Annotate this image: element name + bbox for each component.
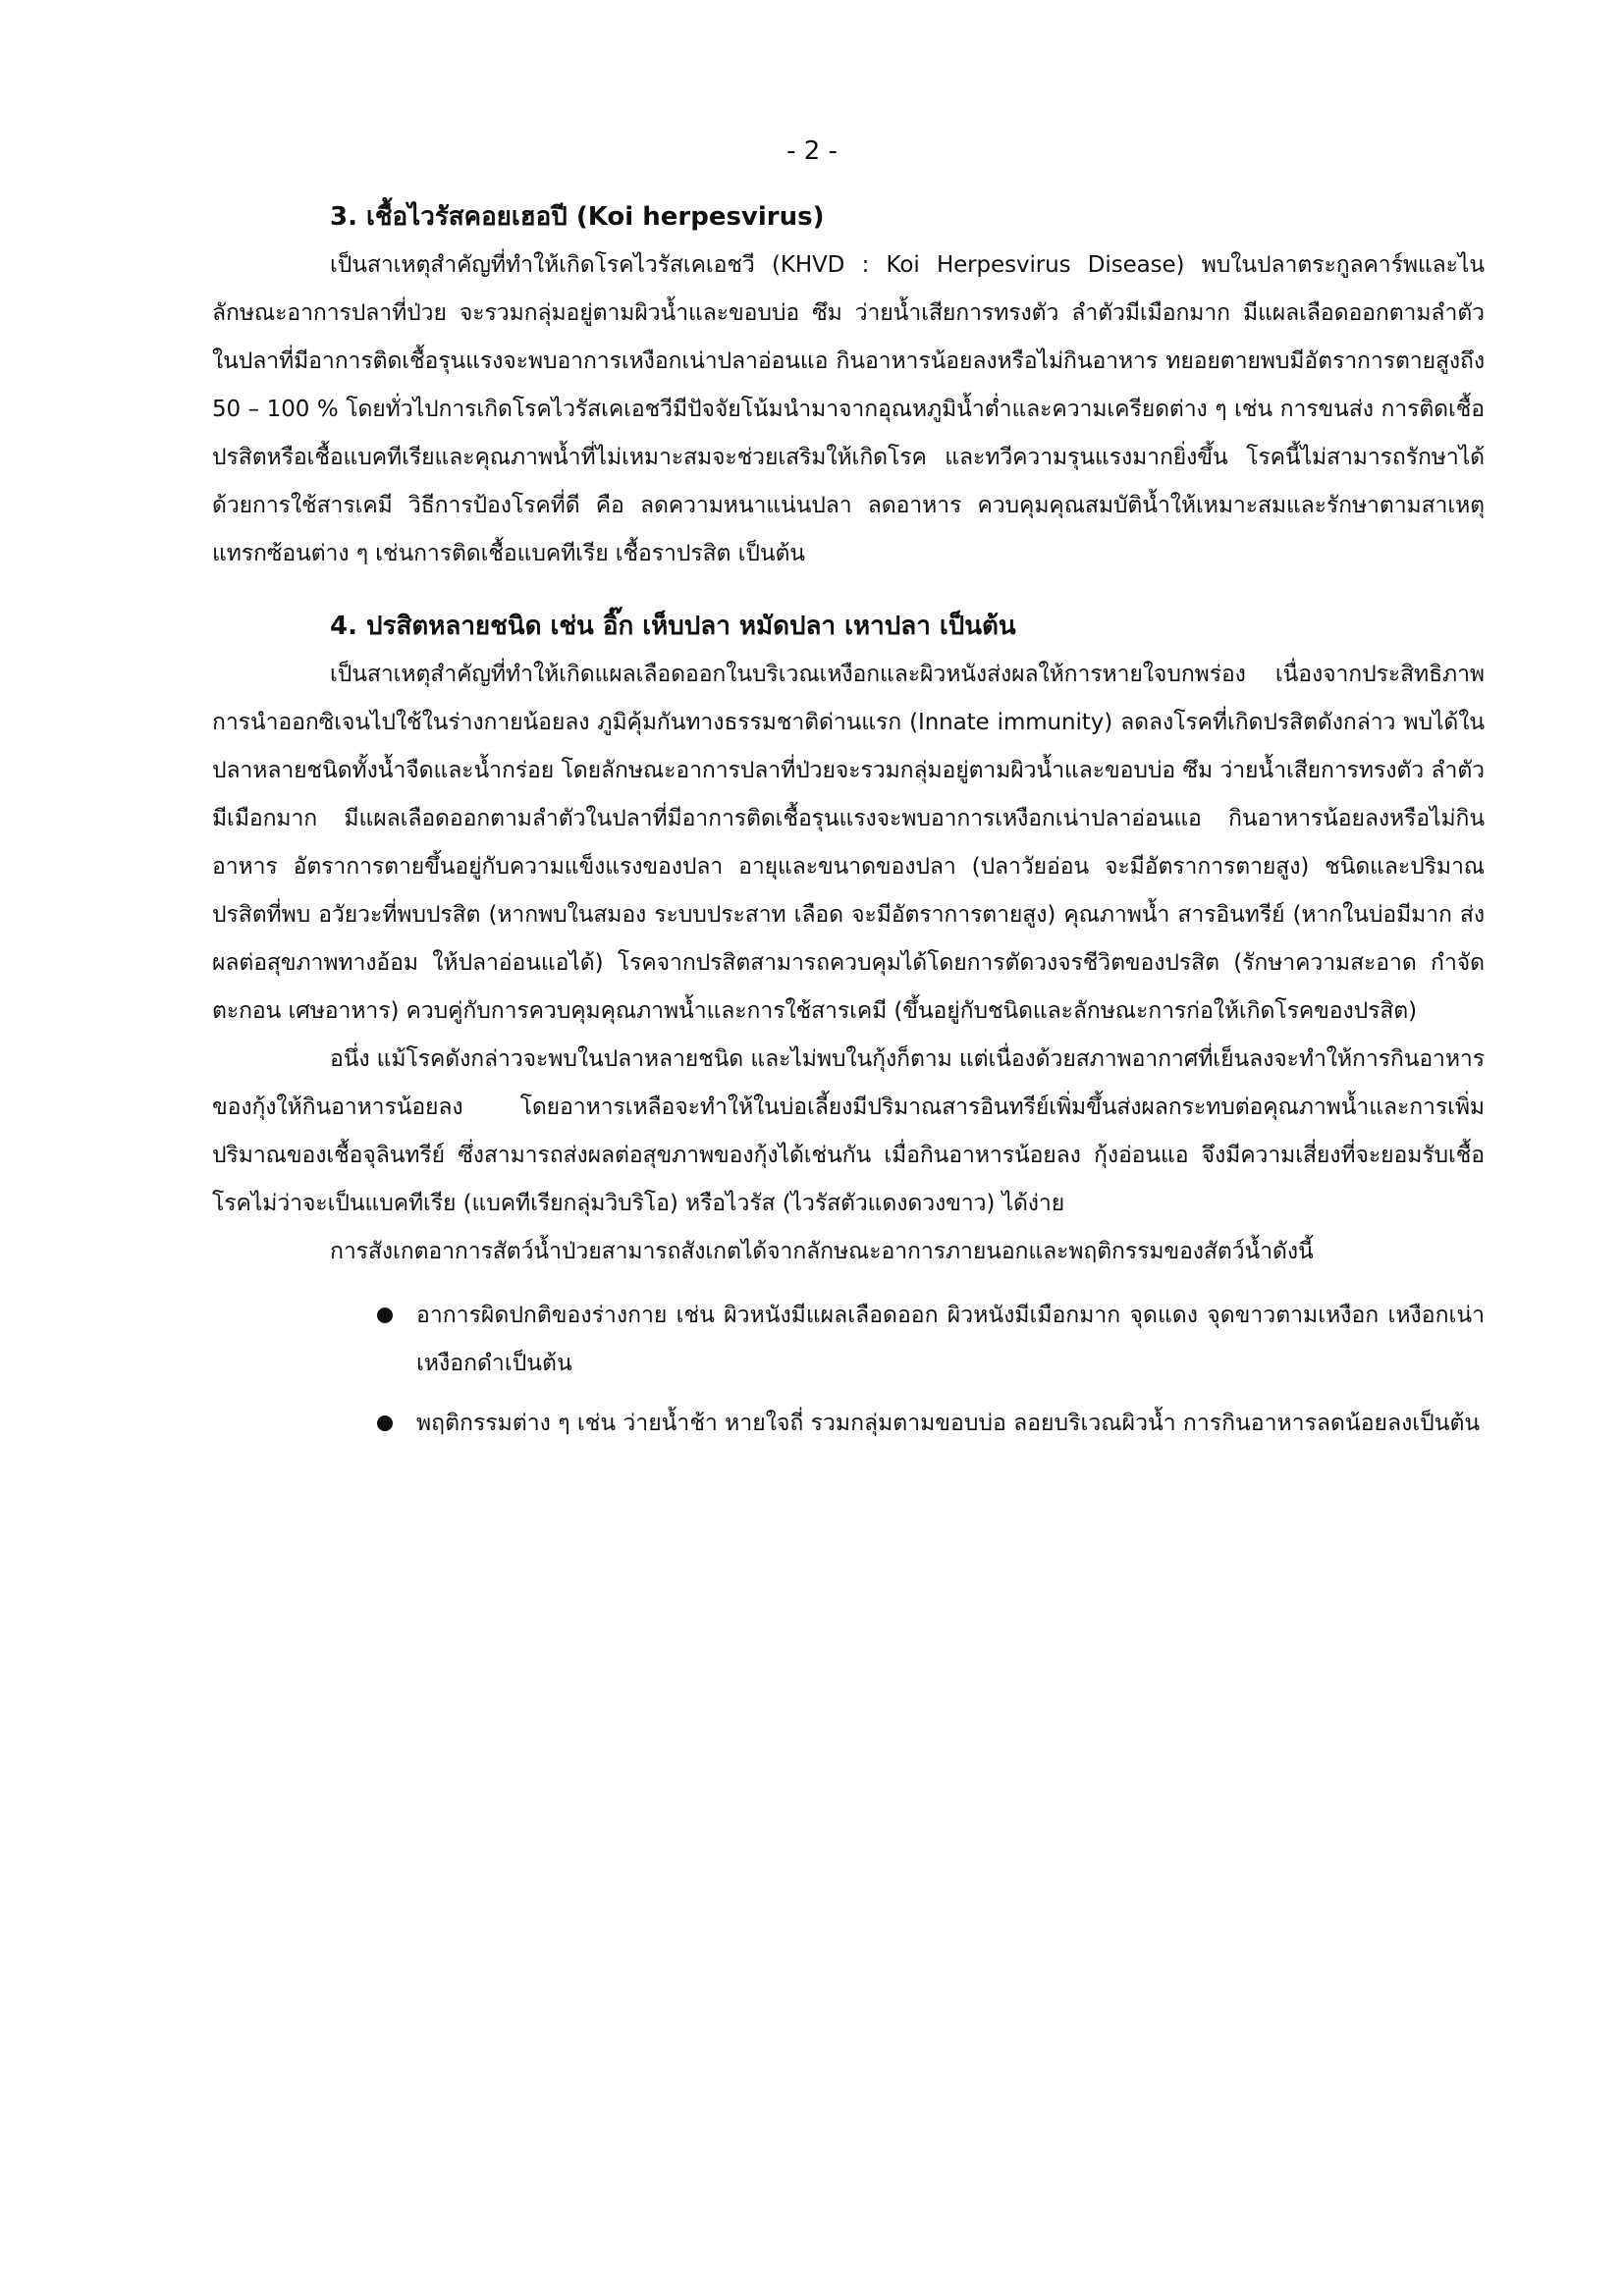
section-heading-koi-herpesvirus: 3. เชื้อไวรัสคอยเฮอปี (Koi herpesvirus): [330, 202, 825, 232]
paragraph-observation: การสังเกตอาการสัตว์น้ำป่วยสามารถสังเกตได้จากลักษณะอาการภายนอกและพฤติกรรมของสัตว์น้ำดังนี้: [330, 1239, 1314, 1264]
bullet-icon: [377, 1308, 393, 1323]
paragraph-parasites: เป็นสาเหตุสำคัญที่ทำให้เกิดแผลเลือดออกในบริเวณเหงือกและผิวหนังส่งผลให้การหายใจบกพร่อง เนื่องจากประสิทธิภาพการนำออกซิเจนไปใช้ในร่างกายน้อยลง ภูมิคุ้มกันทางธรรมชาติด่านแรก (Innate immunity) ลดลงโรคที่เกิดปรสิตดังกล่าว พบได้ในปลาหลายชนิดทั้งน้ำจืดและน้ำกร่อย โดยลักษณะอาการปลาที่ป่วยจะรวมกลุ่มอยู่ตามผิวน้ำและขอบบ่อ ซึม ว่ายน้ำเสียการทรงตัว ลำตัวมีเมือกมาก มีแผลเลือดออกตามลำตัวในปลาที่มีอาการติดเชื้อรุนแรงจะพบอาการเหงือกเน่าปลาอ่อนแอ กินอาหารน้อยลงหรือไม่กินอาหาร อัตราการตายขึ้นอยู่กับความแข็งแรงของปลา อายุและขนาดของปลา (ปลาวัยอ่อน จะมีอัตราการตายสูง) ชนิดและปริมาณปรสิตที่พบ อวัยวะที่พบปรสิต (หากพบในสมอง ระบบประสาท เลือด จะมีอัตราการตายสูง) คุณภาพน้ำ สารอินทรีย์ (หากในบ่อมีมาก ส่งผลต่อสุขภาพทางอ้อม ให้ปลาอ่อนแอได้) โรคจากปรสิตสามารถควบคุมได้โดยการตัดวงจรชีวิตของปรสิต (รักษาความสะอาด กำจัดตะกอน เศษอาหาร) ควบคู่กับการควบคุมคุณภาพน้ำและการใช้สารเคมี (ขึ้นอยู่กับชนิดและลักษณะการก่อให้เกิดโรคของปรสิต): [212, 662, 1485, 1024]
list-item: [375, 1400, 1485, 1448]
list-item: [375, 1292, 1485, 1388]
paragraph-koi-herpesvirus: เป็นสาเหตุสำคัญที่ทำให้เกิดโรคไวรัสเคเอชวี (KHVD : Koi Herpesvirus Disease) พบในปลาตระกูลคาร์พและไน ลักษณะอาการปลาที่ป่วย จะรวมกลุ่มอยู่ตามผิวน้ำและขอบบ่อ ซึม ว่ายน้ำเสียการทรงตัว ลำตัวมีเมือกมาก มีแผลเลือดออกตามลำตัว ในปลาที่มีอาการติดเชื้อรุนแรงจะพบอาการเหงือกเน่าปลาอ่อนแอ กินอาหารน้อยลงหรือไม่กินอาหาร ทยอยตายพบมีอัตราการตายสูงถึง 50 – 100 % โดยทั่วไปการเกิดโรคไวรัสเคเอชวีมีปัจจัยโน้มนำมาจากอุณหภูมิน้ำต่ำและความเครียดต่าง ๆ เช่น การขนส่ง การติดเชื้อปรสิตหรือเชื้อแบคทีเรียและคุณภาพน้ำที่ไม่เหมาะสมจะช่วยเสริมให้เกิดโรค และทวีความรุนแรงมากยิ่งขึ้น โรคนี้ไม่สามารถรักษาได้ด้วยการใช้สารเคมี วิธีการป้องโรคที่ดี คือ ลดความหนาแน่นปลา ลดอาหาร ควบคุมคุณสมบัติน้ำให้เหมาะสมและรักษาตามสาเหตุแทรกซ้อนต่าง ๆ เช่นการติดเชื้อแบคทีเรีย เชื้อราปรสิต เป็นต้น: [212, 252, 1485, 566]
paragraph-shrimp: อนึ่ง แม้โรคดังกล่าวจะพบในปลาหลายชนิด และไม่พบในกุ้งก็ตาม แต่เนื่องด้วยสภาพอากาศที่เย็นลงจะทำให้การกินอาหารของกุ้งให้กินอาหารน้อยลง โดยอาหารเหลือจะทำให้ในบ่อเลี้ยงมีปริมาณสารอินทรีย์เพิ่มขึ้นส่งผลกระทบต่อคุณภาพน้ำและการเพิ่มปริมาณของเชื้อจุลินทรีย์ ซึ่งสามารถส่งผลต่อสุขภาพของกุ้งได้เช่นกัน เมื่อกินอาหารน้อยลง กุ้งอ่อนแอ จึงมีความเสี่ยงที่จะยอมรับเชื้อโรคไม่ว่าจะเป็นแบคทีเรีย (แบคทีเรียกลุ่มวิบริโอ) หรือไวรัส (ไวรัสตัวแดงดวงขาว) ได้ง่าย: [212, 1046, 1485, 1216]
page-content: [212, 192, 1485, 1460]
symptom-list: [212, 1292, 1485, 1448]
bullet-icon: [377, 1415, 393, 1431]
page-number: - 2 -: [786, 136, 838, 166]
list-item-text: พฤติกรรมต่าง ๆ เช่น ว่ายน้ำช้า หายใจถี่ รวมกลุ่มตามขอบบ่อ ลอยบริเวณผิวน้ำ การกินอาหารลดน้อยลงเป็นต้น: [416, 1411, 1481, 1436]
list-item-text: อาการผิดปกติของร่างกาย เช่น ผิวหนังมีแผลเลือดออก ผิวหนังมีเมือกมาก จุดแดง จุดขาวตามเหงือก เหงือกเน่าเหงือกดำเป็นต้น: [416, 1303, 1485, 1376]
section-heading-parasites: 4. ปรสิตหลายชนิด เช่น อิ๊ก เห็บปลา หมัดปลา เหาปลา เป็นต้น: [330, 612, 1016, 641]
